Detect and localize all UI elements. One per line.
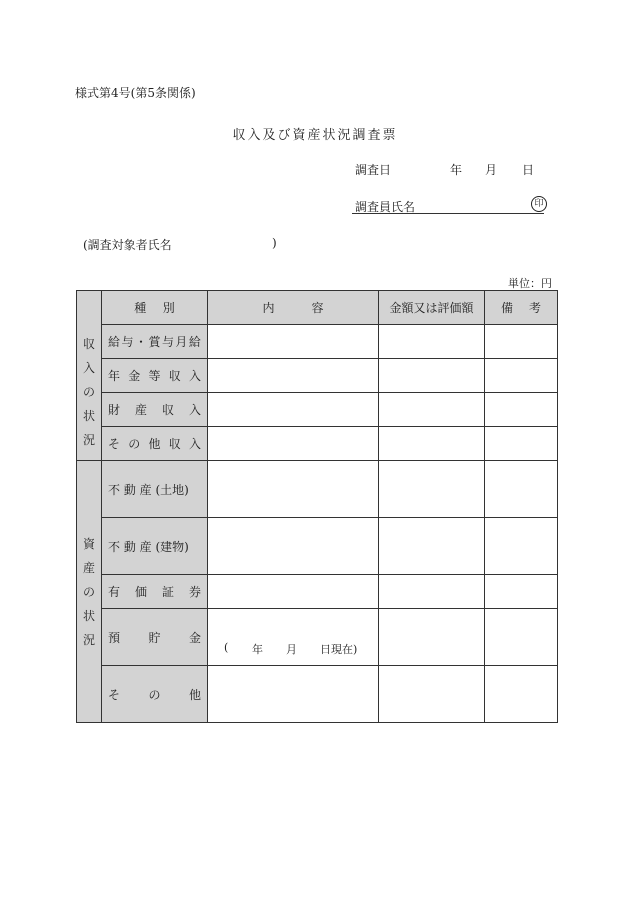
income-group-label (77, 325, 102, 461)
category-pension (102, 359, 208, 393)
category-char: 金 (128, 369, 141, 383)
deposit-note-open: ( (224, 641, 229, 654)
table-row (77, 609, 558, 666)
category-char: そ (108, 687, 121, 702)
surveyor-name-label: 調査員氏名 (355, 200, 416, 214)
table-header-row (77, 291, 558, 325)
seal-icon: 印 (531, 196, 547, 212)
category-deposits (102, 609, 208, 666)
category-char: 入 (188, 369, 201, 383)
header-remarks-char: 考 (528, 301, 541, 315)
category-char: 券 (188, 585, 201, 599)
group-char: 収 (82, 337, 95, 352)
category-char: 収 (168, 369, 181, 383)
content-cell[interactable] (208, 518, 379, 575)
category-char: 財 (108, 403, 121, 417)
category-char: 価 (134, 585, 147, 599)
group-char: 状 (82, 608, 95, 623)
subject-name-close: ) (272, 236, 277, 250)
table-row (77, 393, 558, 427)
category-property-income (102, 393, 208, 427)
amount-cell[interactable] (379, 427, 485, 461)
group-char: 状 (82, 409, 95, 424)
header-category-char: 種 (134, 301, 147, 315)
header-amount: 金額又は評価額 (379, 291, 485, 325)
group-header-cell (77, 291, 102, 325)
remarks-cell[interactable] (485, 518, 558, 575)
header-category-char: 別 (162, 301, 175, 315)
table-row (77, 575, 558, 609)
survey-table (76, 290, 558, 723)
category-char: 入 (188, 403, 201, 417)
category-char: 他 (148, 437, 161, 451)
remarks-cell[interactable] (485, 393, 558, 427)
category-char: 給 (188, 335, 201, 349)
category-char: 貯 (148, 630, 161, 645)
deposit-note-day: 日現在) (320, 643, 358, 656)
category-securities (102, 575, 208, 609)
table-row (77, 325, 558, 359)
table-row (77, 461, 558, 518)
content-cell[interactable] (208, 325, 379, 359)
remarks-cell[interactable] (485, 609, 558, 666)
category-other-income (102, 427, 208, 461)
remarks-cell[interactable] (485, 359, 558, 393)
category-char: 他 (188, 687, 201, 702)
content-cell[interactable] (208, 609, 379, 666)
subject-name-label: (調査対象者氏名 (83, 238, 172, 252)
table-row (77, 518, 558, 575)
table-row (77, 427, 558, 461)
form-number: 様式第4号(第5条関係) (75, 86, 196, 100)
group-char: 資 (82, 536, 95, 551)
content-cell[interactable] (208, 461, 379, 518)
group-char: 産 (82, 560, 95, 575)
group-char: 況 (82, 433, 95, 448)
table-row (77, 359, 558, 393)
content-cell[interactable] (208, 427, 379, 461)
table-row (77, 666, 558, 723)
deposit-note-month: 月 (286, 643, 297, 656)
header-remarks (485, 291, 558, 325)
category-char: 収 (161, 403, 174, 417)
amount-cell[interactable] (379, 609, 485, 666)
category-char: 月 (175, 335, 188, 349)
category-char: 給 (108, 335, 121, 349)
amount-cell[interactable] (379, 461, 485, 518)
content-cell[interactable] (208, 359, 379, 393)
group-char: 況 (82, 632, 95, 647)
amount-cell[interactable] (379, 325, 485, 359)
category-char: 与 (121, 335, 134, 349)
page-title: 収入及び資産状況調査票 (232, 128, 398, 143)
header-content-char: 容 (311, 301, 324, 315)
survey-date-label: 調査日 (355, 163, 392, 177)
category-char: 収 (168, 437, 181, 451)
survey-month-label: 月 (485, 163, 498, 177)
category-char: 金 (188, 630, 201, 645)
category-real-estate-building: 不 動 産 (建物) (102, 518, 208, 575)
category-char: ・ (134, 335, 147, 349)
asset-group-label (77, 461, 102, 723)
content-cell[interactable] (208, 393, 379, 427)
survey-year-label: 年 (450, 163, 463, 177)
remarks-cell[interactable] (485, 666, 558, 723)
amount-cell[interactable] (379, 359, 485, 393)
remarks-cell[interactable] (485, 427, 558, 461)
category-char: 証 (161, 585, 174, 599)
amount-cell[interactable] (379, 518, 485, 575)
category-other-assets (102, 666, 208, 723)
category-char: の (148, 687, 161, 702)
header-content-char: 内 (262, 301, 275, 315)
header-category (102, 291, 208, 325)
remarks-cell[interactable] (485, 325, 558, 359)
category-char: 産 (134, 403, 147, 417)
category-char: 預 (108, 630, 121, 645)
deposit-note-year: 年 (252, 643, 263, 656)
group-char: の (82, 385, 95, 400)
unit-label: 単位：円 (508, 277, 552, 290)
category-char: 年 (108, 369, 121, 383)
remarks-cell[interactable] (485, 575, 558, 609)
category-char: 等 (148, 369, 161, 383)
amount-cell[interactable] (379, 393, 485, 427)
survey-day-label: 日 (522, 163, 535, 177)
surveyor-name-line[interactable] (352, 213, 544, 214)
amount-cell[interactable] (379, 666, 485, 723)
group-char: の (82, 584, 95, 599)
header-content (208, 291, 379, 325)
header-remarks-char: 備 (500, 301, 513, 315)
content-cell[interactable] (208, 575, 379, 609)
category-char: 賞 (148, 335, 161, 349)
category-salary (102, 325, 208, 359)
remarks-cell[interactable] (485, 461, 558, 518)
content-cell[interactable] (208, 666, 379, 723)
category-char: の (128, 437, 141, 451)
group-char: 入 (82, 361, 95, 376)
category-char: 有 (108, 585, 121, 599)
deposit-date-note (224, 641, 357, 657)
amount-cell[interactable] (379, 575, 485, 609)
category-char: そ (108, 437, 121, 451)
category-char: 入 (188, 437, 201, 451)
category-char: 与 (161, 335, 174, 349)
category-real-estate-land: 不 動 産 (土地) (102, 461, 208, 518)
